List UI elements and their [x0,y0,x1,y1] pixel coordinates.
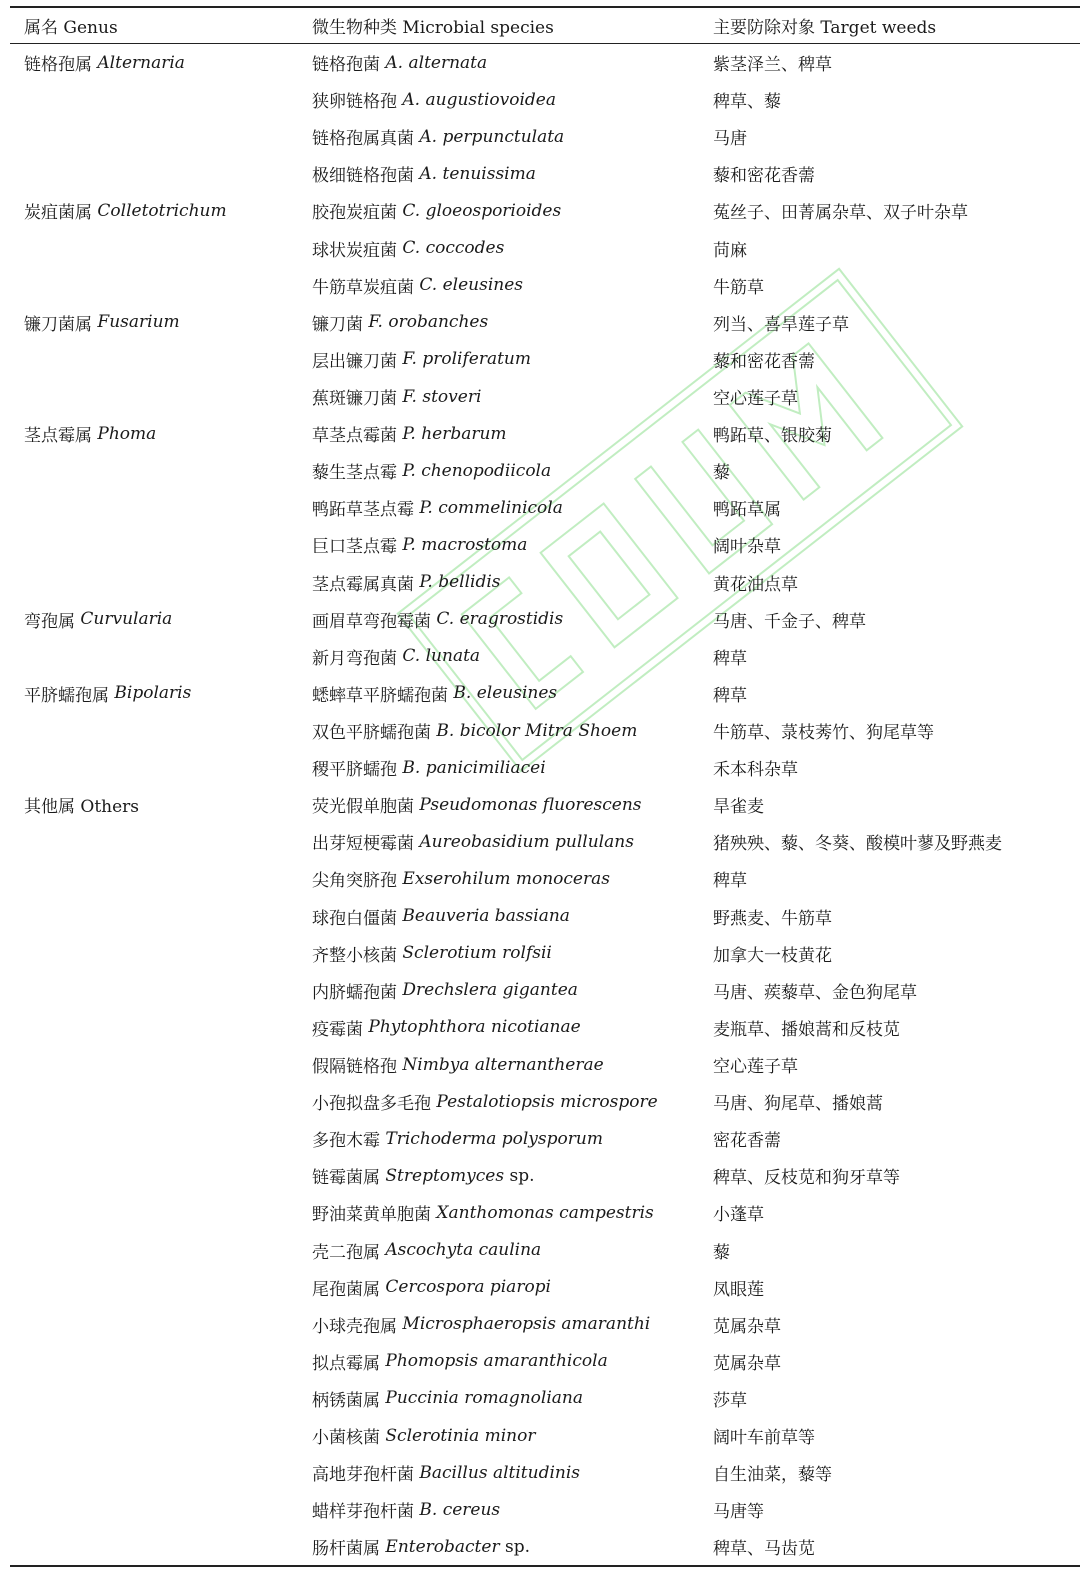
species-latin: B. bicolor Mitra Shoem [436,720,638,741]
species-cn: 小球壳孢属 [312,1316,403,1337]
species-cn: 壳二孢属 [312,1242,386,1263]
target-cell: 旱雀麦 [713,797,764,818]
table-row [10,1009,1080,1046]
target-cell: 稗草、藜 [713,92,781,113]
target-cell: 小蓬草 [713,1205,764,1226]
species-latin: C. gloeosporioides [402,200,562,221]
table-row [10,675,1080,712]
table-row [10,823,1080,860]
species-latin: B. cereus [419,1499,501,1520]
species-latin: Nimbya alternantherae [402,1054,604,1075]
species-cell [312,118,564,155]
table-row [10,1380,1080,1417]
species-latin: F. stoveri [402,386,482,407]
target-cell: 凤眼莲 [713,1279,764,1300]
species-suffix: sp. [499,1536,530,1557]
species-cn: 新月弯孢菌 [312,648,403,669]
table-row [10,564,1080,601]
table-row [10,638,1080,675]
table-row [10,415,1080,452]
species-cell [312,564,501,601]
species-cn: 拟点霉属 [312,1353,386,1374]
genus-cn: 弯孢属 [24,611,81,632]
target-cell: 苘麻 [713,240,747,261]
target-cell: 藜和密花香薷 [713,351,815,372]
species-cn: 链格孢菌 [312,55,386,76]
table-row [10,860,1080,897]
genus-latin: Alternaria [97,52,185,73]
table-row [10,935,1080,972]
table-row [10,712,1080,749]
species-cell [312,155,536,192]
target-cell: 阔叶杂草 [713,537,781,558]
species-cn: 稷平脐蠕孢 [312,760,403,781]
species-cell [312,1528,530,1565]
table-row [10,1491,1080,1528]
target-cell: 野燕麦、牛筋草 [713,908,832,929]
species-cell [312,1232,541,1269]
species-cell [312,230,504,267]
table-row [10,341,1080,378]
table-row [10,1306,1080,1343]
species-cell [312,1491,500,1528]
table-row [10,1454,1080,1491]
species-cn: 链霉菌属 [312,1168,386,1189]
species-cn: 假隔链格孢 [312,1057,403,1077]
target-cell: 鸭跖草、银胶菊 [713,426,832,447]
table-row [10,898,1080,935]
genus-cell [24,786,139,823]
species-cn: 肠杆菌属 [312,1539,386,1560]
genus-cn: 镰刀菌属 [24,314,98,335]
species-cn: 疫霉菌 [312,1019,369,1040]
table-row [10,489,1080,526]
table-row [10,155,1080,192]
genus-cn: 炭疽菌属 [24,203,98,224]
target-cell: 自生油菜，藜等 [713,1465,832,1486]
target-cell: 牛筋草 [713,277,764,298]
species-cell [312,1046,604,1083]
species-cell [312,1343,608,1380]
target-cell: 藜 [713,1242,730,1263]
table-row [10,267,1080,304]
table-row [10,81,1080,118]
species-cell [312,415,507,452]
species-latin: P. bellidis [419,572,501,593]
species-latin: Aureobasidium pullulans [419,831,634,852]
species-cell [312,192,561,229]
species-cell [312,1157,534,1194]
species-latin: C. eleusines [419,275,524,296]
target-cell: 禾本科杂草 [713,760,798,781]
target-cell: 苋属杂草 [713,1316,781,1337]
species-latin: Microsphaeropsis amaranthi [402,1314,651,1335]
species-cell [312,1417,536,1454]
header-target: 主要防除对象 Target weeds [713,18,937,38]
target-cell: 菟丝子、田菁属杂草、双子叶杂草 [713,203,968,224]
genus-latin: Phoma [97,423,157,444]
target-cell: 加拿大一枝黄花 [713,945,832,966]
genus-cn: 其他属 Others [24,797,140,818]
species-cell [312,1194,654,1231]
table-bottom-rule [10,1565,1080,1567]
species-cn: 藜生茎点霉 [312,463,403,484]
target-cell: 黄花油点草 [713,574,798,595]
species-cn: 狭卵链格孢 [312,92,403,113]
species-latin: F. orobanches [368,312,489,333]
species-cell [312,712,637,749]
table-row [10,1157,1080,1194]
species-suffix: sp. [504,1165,535,1186]
species-cell [312,1454,580,1491]
genus-cell [24,601,172,638]
data-table [10,6,1080,1567]
species-cn: 柄锈菌属 [312,1390,386,1411]
species-cn: 尖角突脐孢 [312,871,403,892]
header-species: 微生物种类 Microbial species [312,18,554,38]
species-cn: 蕉斑镰刀菌 [312,389,403,410]
species-cell [312,749,546,786]
species-cn: 镰刀菌 [312,314,369,335]
target-cell: 空心莲子草 [713,1057,798,1077]
species-cell [312,267,523,304]
genus-latin: Fusarium [97,312,180,333]
species-latin: Sclerotium rolfsii [402,943,552,964]
species-cn: 齐整小核菌 [312,945,403,966]
species-cell [312,675,557,712]
target-cell: 马唐等 [713,1502,764,1523]
species-latin: C. eragrostidis [436,609,564,630]
species-latin: Drechslera gigantea [402,980,578,1001]
species-latin: Sclerotinia minor [385,1425,536,1446]
genus-cn: 茎点霉属 [24,426,98,447]
species-latin: A. alternata [385,52,488,73]
species-latin: Bacillus altitudinis [419,1462,580,1483]
genus-cell [24,44,185,81]
table-row [10,192,1080,229]
table-header [10,8,1080,43]
species-cell [312,786,642,823]
species-cn: 小菌核菌 [312,1428,386,1449]
species-cn: 双色平脐蠕孢菌 [312,723,437,744]
species-latin: Cercospora piaropi [385,1277,551,1298]
table-row [10,601,1080,638]
table-row [10,1120,1080,1157]
species-cell [312,1380,583,1417]
target-cell: 阔叶车前草等 [713,1428,815,1449]
species-cn: 荧光假单胞菌 [312,797,420,818]
table-row [10,44,1080,81]
species-cell [312,44,487,81]
species-cell [312,1306,650,1343]
genus-latin: Colletotrichum [97,200,227,221]
species-cell [312,526,527,563]
genus-cell [24,415,156,452]
table-body [10,44,1080,1565]
table-row [10,230,1080,267]
species-cn: 草茎点霉菌 [312,426,403,447]
species-latin: P. macrostoma [402,534,528,555]
table-row [10,304,1080,341]
table-row [10,1343,1080,1380]
species-cell [312,898,570,935]
table-row [10,786,1080,823]
header-genus: 属名 Genus [24,18,118,38]
species-latin: A. augustiovoidea [402,89,556,110]
species-cn: 出芽短梗霉菌 [312,834,420,855]
target-cell: 马唐、蒺藜草、金色狗尾草 [713,982,917,1003]
species-cell [312,935,552,972]
species-cn: 野油菜黄单胞菌 [312,1205,437,1226]
genus-latin: Bipolaris [114,683,192,704]
species-cell [312,81,556,118]
target-cell: 马唐、狗尾草、播娘蒿 [713,1094,883,1115]
table-row [10,526,1080,563]
table-row [10,1232,1080,1269]
species-cn: 蟋蟀草平脐蠕孢菌 [312,685,454,706]
species-cn: 鸭跖草茎点霉 [312,500,420,521]
target-cell: 马唐 [713,129,747,150]
species-latin: Puccinia romagnoliana [385,1388,583,1409]
target-cell: 牛筋草、菉枝莠竹、狗尾草等 [713,723,934,744]
species-latin: C. coccodes [402,238,505,259]
species-cn: 牛筋草炭疽菌 [312,277,420,298]
species-latin: B. eleusines [453,683,558,704]
species-latin: Pseudomonas fluorescens [419,794,642,815]
target-cell: 稗草、反枝苋和狗牙草等 [713,1168,900,1189]
target-cell: 稗草 [713,685,747,706]
target-cell: 列当、喜旱莲子草 [713,314,849,335]
target-cell: 猪殃殃、藜、冬葵、酸模叶蓼及野燕麦 [713,834,1002,855]
table-row [10,1046,1080,1083]
species-cell [312,452,551,489]
species-latin: Pestalotiopsis microspore [436,1091,658,1112]
table-row [10,118,1080,155]
target-cell: 麦瓶草、播娘蒿和反枝苋 [713,1019,900,1040]
target-cell: 藜和密花香薷 [713,166,815,187]
species-latin: Trichoderma polysporum [385,1128,603,1149]
species-latin: A. tenuissima [419,163,536,184]
table-row [10,972,1080,1009]
species-cn: 蜡样芽孢杆菌 [312,1502,420,1523]
table-row [10,1269,1080,1306]
species-cell [312,972,578,1009]
table-row [10,1417,1080,1454]
target-cell: 紫茎泽兰、稗草 [713,55,832,76]
species-cell [312,638,480,675]
species-cn: 球状炭疽菌 [312,240,403,261]
species-cn: 胶孢炭疽菌 [312,203,403,224]
target-cell: 稗草 [713,871,747,892]
species-cn: 小孢拟盘多毛孢 [312,1094,437,1115]
species-latin: Ascochyta caulina [385,1240,542,1261]
target-cell: 马唐、千金子、稗草 [713,611,866,632]
species-latin: P. herbarum [402,423,507,444]
target-cell: 稗草、马齿苋 [713,1539,815,1560]
table-row [10,1528,1080,1565]
species-cn: 高地芽孢杆菌 [312,1465,420,1486]
species-cn: 巨口茎点霉 [312,537,403,558]
species-cn: 尾孢菌属 [312,1279,386,1300]
species-latin: Phomopsis amaranthicola [385,1351,608,1372]
species-latin: C. lunata [402,646,481,667]
species-cell [312,378,481,415]
target-cell: 藜 [713,463,730,484]
species-cn: 层出镰刀菌 [312,351,403,372]
species-cn: 极细链格孢菌 [312,166,420,187]
species-latin: F. proliferatum [402,349,531,370]
target-cell: 鸭跖草属 [713,500,781,521]
species-cn: 球孢白僵菌 [312,908,403,929]
genus-cn: 平脐蠕孢属 [24,685,115,706]
table-row [10,1194,1080,1231]
species-cell [312,489,563,526]
species-cn: 内脐蠕孢菌 [312,982,403,1003]
species-cn: 茎点霉属真菌 [312,574,420,595]
genus-cell [24,675,191,712]
table-row [10,1083,1080,1120]
species-cell [312,823,634,860]
species-cell [312,601,563,638]
species-latin: Xanthomonas campestris [436,1202,654,1223]
genus-cell [24,192,227,229]
species-latin: A. perpunctulata [419,126,565,147]
species-latin: Exserohilum monoceras [402,868,610,889]
species-latin: P. commelinicola [419,497,563,518]
table-row [10,378,1080,415]
species-latin: Streptomyces [385,1165,505,1186]
species-cell [312,1083,658,1120]
species-latin: B. panicimiliacei [402,757,546,778]
species-latin: Enterobacter [385,1536,500,1557]
genus-cn: 链格孢属 [24,55,98,76]
target-cell: 空心莲子草 [713,389,798,410]
table-row [10,452,1080,489]
species-cell [312,304,488,341]
species-latin: P. chenopodiicola [402,460,552,481]
target-cell: 稗草 [713,648,747,669]
species-cell [312,1269,551,1306]
genus-latin: Curvularia [80,609,173,630]
table-row [10,749,1080,786]
target-cell: 莎草 [713,1390,747,1411]
species-cell [312,1009,581,1046]
species-cn: 多孢木霉 [312,1131,386,1152]
species-cell [312,341,531,378]
species-latin: Beauveria bassiana [402,906,570,927]
species-cn: 链格孢属真菌 [312,129,420,150]
target-cell: 苋属杂草 [713,1353,781,1374]
species-cn: 画眉草弯孢霉菌 [312,611,437,632]
species-latin: Phytophthora nicotianae [368,1017,581,1038]
species-cell [312,860,610,897]
genus-cell [24,304,180,341]
target-cell: 密花香薷 [713,1131,781,1152]
species-cell [312,1120,603,1157]
